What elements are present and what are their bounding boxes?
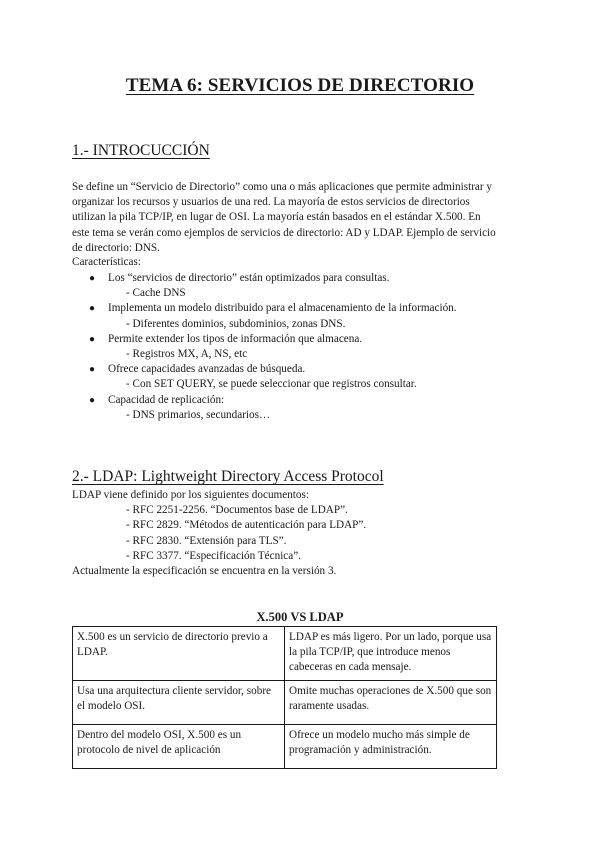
list-item bbox=[72, 393, 542, 408]
rfc-item: - RFC 2830. “Extensión para TLS”. bbox=[126, 534, 287, 547]
list-item bbox=[72, 332, 542, 347]
ldap-section-body bbox=[72, 488, 542, 579]
list-item bbox=[72, 301, 542, 316]
feature-subitem: - DNS primarios, secundarios… bbox=[126, 408, 271, 421]
feature-text: Capacidad de replicación: bbox=[108, 393, 225, 406]
feature-subitem: - Cache DNS bbox=[126, 287, 186, 300]
table-cell-ldap: Omite muchas operaciones de X.500 que son raramente usadas. bbox=[285, 680, 497, 724]
paragraph-line: este tema se verán como ejemplos de servicios de directorio: AD y LDAP. Ejemplo de servicio bbox=[72, 226, 496, 239]
table-cell-x500: X.500 es un servicio de directorio previo a LDAP. bbox=[73, 627, 285, 681]
ldap-closing: Actualmente la especificación se encuentra en la versión 3. bbox=[72, 564, 337, 577]
paragraph-line: organizar los recursos y usuarios de una red. La mayoría de estos servicios de directorios bbox=[72, 196, 470, 209]
comparison-table bbox=[72, 626, 497, 769]
rfc-item: - RFC 2829. “Métodos de autenticación para LDAP”. bbox=[126, 519, 367, 532]
ldap-intro: LDAP viene definido por los siguientes documentos: bbox=[72, 489, 309, 501]
table-cell-x500: Usa una arquitectura cliente servidor, sobre el modelo OSI. bbox=[73, 680, 285, 724]
bullet-icon: ● bbox=[89, 273, 96, 284]
comparison-table-title: X.500 VS LDAP bbox=[256, 610, 344, 624]
bullet-icon: ● bbox=[89, 394, 96, 406]
feature-text: Implementa un modelo distribuido para el almacenamiento de la información. bbox=[108, 302, 457, 315]
paragraph-line: Se define un “Servicio de Directorio” como una o más aplicaciones que permite administrar y bbox=[72, 181, 493, 193]
bullet-icon: ● bbox=[89, 364, 96, 376]
feature-subitem: - Registros MX, A, NS, etc bbox=[126, 347, 248, 360]
list-item bbox=[72, 271, 542, 286]
rfc-item: - RFC 3377. “Especificación Técnica”. bbox=[126, 549, 302, 562]
document-title: TEMA 6: SERVICIOS DE DIRECTORIO bbox=[125, 75, 475, 96]
table-cell-ldap: Ofrece un modelo mucho más simple de programación y administración. bbox=[285, 724, 497, 768]
feature-text: Ofrece capacidades avanzadas de búsqueda. bbox=[108, 363, 306, 376]
paragraph-line: utilizan la pila TCP/IP, en lugar de OSI. La mayoría están basados en el estándar X.500. En bbox=[72, 211, 481, 224]
introduction-paragraph bbox=[72, 180, 534, 256]
bullet-icon: ● bbox=[89, 333, 96, 345]
list-item bbox=[72, 362, 542, 377]
feature-subitem: - Diferentes dominios, subdominios, zonas DNS. bbox=[126, 317, 346, 330]
table-cell-ldap: LDAP es más ligero. Por un lado, porque usa la pila TCP/IP, que introduce menos cabeceras en cada mensaje. bbox=[285, 627, 497, 681]
feature-text: Permite extender los tipos de información que almacena. bbox=[108, 332, 363, 345]
section-heading-ldap: 2.- LDAP: Lightweight Directory Access Protocol bbox=[72, 468, 384, 485]
feature-text: Los “servicios de directorio” están optimizados para consultas. bbox=[108, 272, 390, 284]
table-row bbox=[73, 627, 497, 681]
table-row bbox=[73, 724, 497, 768]
bullet-icon: ● bbox=[89, 303, 96, 315]
feature-subitem: - Con SET QUERY, se puede seleccionar que registros consultar. bbox=[126, 378, 417, 391]
section-heading-introduction: 1.- INTROCUCCIÓN bbox=[72, 142, 210, 159]
paragraph-line: de directorio: DNS. bbox=[72, 241, 160, 254]
features-label: Características: bbox=[72, 256, 141, 268]
table-cell-x500: Dentro del modelo OSI, X.500 es un protocolo de nivel de aplicación bbox=[73, 724, 285, 768]
table-row bbox=[73, 680, 497, 724]
features-list bbox=[72, 271, 542, 423]
rfc-item: - RFC 2251-2256. “Documentos base de LDAP”. bbox=[126, 504, 348, 517]
